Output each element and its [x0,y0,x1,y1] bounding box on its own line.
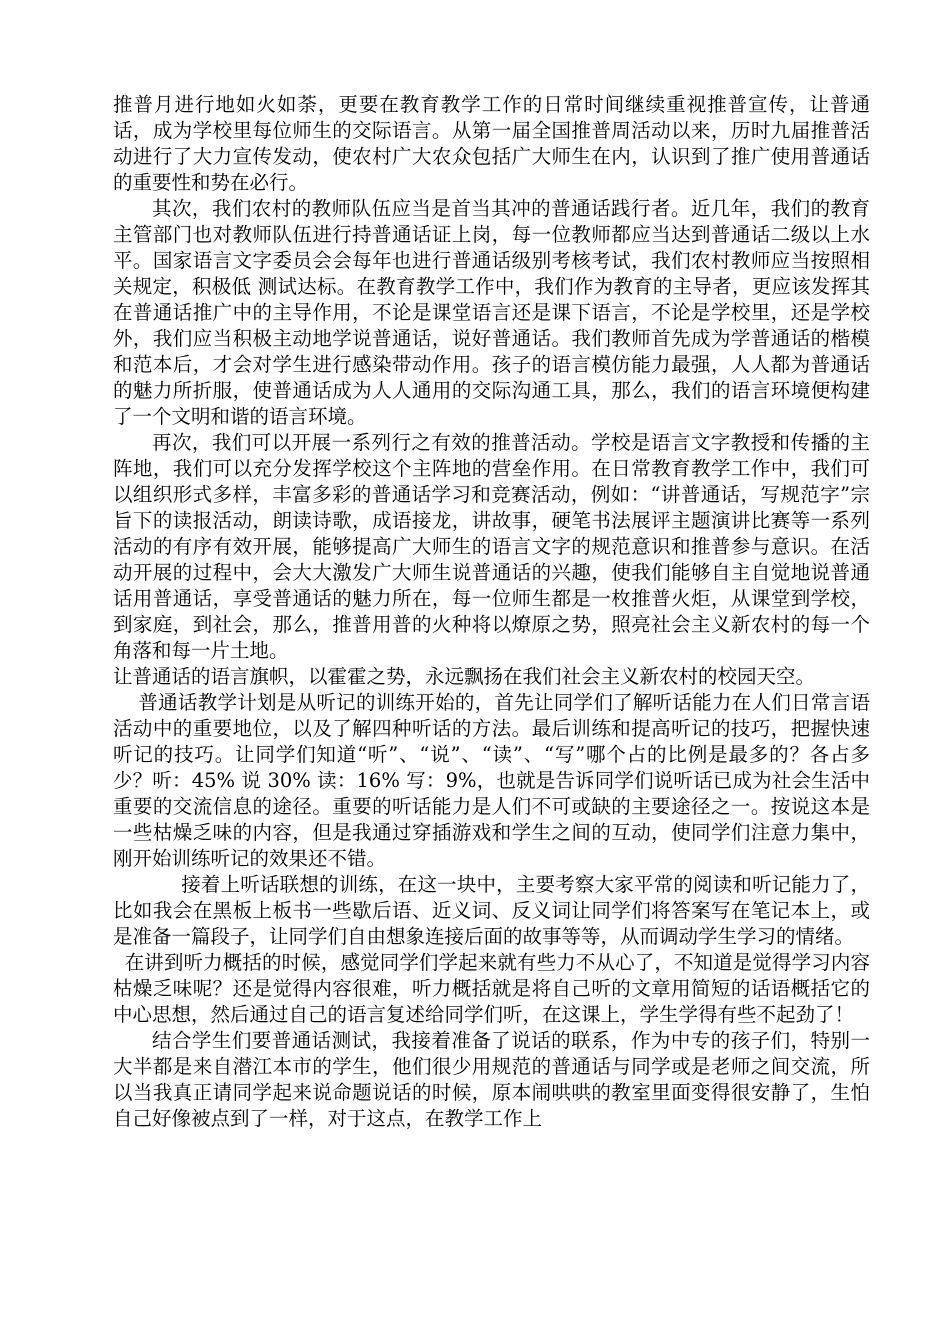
paragraph-8: 结合学生们要普通话测试，我接着准备了说话的联系，作为中专的孩子们，特别一大半都是来自潜江本市的学生，他们很少用规范的普通话与同学或是老师之间交流，所以当我真正请同学起来说命题说话的时候，原本闹哄哄的教室里面变得很安静了，生怕自己好像被点到了一样，对于这点，在教学工作上 [113,1029,870,1130]
paragraph-2: 其次，我们农村的教师队伍应当是首当其冲的普通话践行者。近几年，我们的教育主管部门也对教师队伍进行持普通话证上岗，每一位教师都应当达到普通话二级以上水平。国家语言文字委员会会每年也进行普通话级别考核考试，我们农村教师应当按照相关规定，积极低 测试达标。在教育教学工作中，我们作为教育的主导者，更应该发挥其在普通话推广中的主导作用，不论是课堂语言还是课下语言，不论是学校里，还是学校外，我们应当积极主动地学说普通话，说好普通话。我们教师首先成为学普通话的楷模和范本后，才会对学生进行感染带动作用。孩子的语言模仿能力最强，人人都为普通话的魅力所折服，使普通话成为人人通用的交际沟通工具，那么，我们的语言环境便构建了一个文明和谐的语言环境。 [113,197,870,428]
paragraph-1: 推普月进行地如火如荼，更要在教育教学工作的日常时间继续重视推普宣传，让普通话，成为学校里每位师生的交际语言。从第一届全国推普周活动以来，历时九届推普活动进行了大力宣传发动，使农村广大农众包括广大师生在内，认识到了推广使用普通话的重要性和势在必行。 [113,93,870,194]
document-body [113,92,870,1132]
paragraph-3: 再次，我们可以开展一系列行之有效的推普活动。学校是语言文字教授和传播的主阵地，我们可以充分发挥学校这个主阵地的营垒作用。在日常教育教学工作中，我们可以组织形式多样，丰富多彩的普通话学习和竞赛活动，例如：“讲普通话，写规范字”宗旨下的读报活动，朗读诗歌，成语接龙，讲故事，硬笔书法展评主题演讲比赛等一系列活动的有序有效开展，能够提高广大师生的语言文字的规范意识和推普参与意识。在活动开展的过程中，会大大激发广大师生说普通话的兴趣，使我们能够自主自觉地说普通话用普通话，享受普通话的魅力所在，每一位师生都是一枚推普火炬，从课堂到学校，到家庭，到社会，那么，推普用普的火种将以燎原之势，照亮社会主义新农村的每一个角落和每一片土地。 [113,431,870,662]
paragraph-6: 接着上听话联想的训练，在这一块中，主要考察大家平常的阅读和听记能力了，比如我会在黑板上板书一些歇后语、近义词、反义词让同学们将答案写在笔记本上，或是准备一篇段子，让同学们自由想象连接后面的故事等等，从而调动学生学习的情绪。 [113,873,870,948]
paragraph-4: 让普通话的语言旗帜，以霍霍之势，永远飘扬在我们社会主义新农村的校园天空。 [113,665,816,688]
paragraph-5: 普通话教学计划是从听记的训练开始的，首先让同学们了解听话能力在人们日常言语活动中的重要地位，以及了解四种听话的方法。最后训练和提高听记的技巧，把握快速听记的技巧。让同学们知道“听”、“说”、“读”、“写”哪个占的比例是最多的？各占多少？听：45% 说 30% 读：16% 写：9%，也就是告诉同学们说听话已成为社会生活中重要的交流信息的途径。重要的听话能力是人们不可或缺的主要途径之一。按说这本是一些枯燥乏味的内容，但是我通过穿插游戏和学生之间的互动，使同学们注意力集中，刚开始训练听记的效果还不错。 [113,691,870,870]
paragraph-7: 在讲到听力概括的时候，感觉同学们学起来就有些力不从心了，不知道是觉得学习内容枯燥乏味呢？还是觉得内容很难，听力概括就是将自己听的文章用简短的话语概括它的中心思想，然后通过自己的语言复述给同学们听，在这课上，学生学得有些不起劲了！ [113,951,870,1026]
